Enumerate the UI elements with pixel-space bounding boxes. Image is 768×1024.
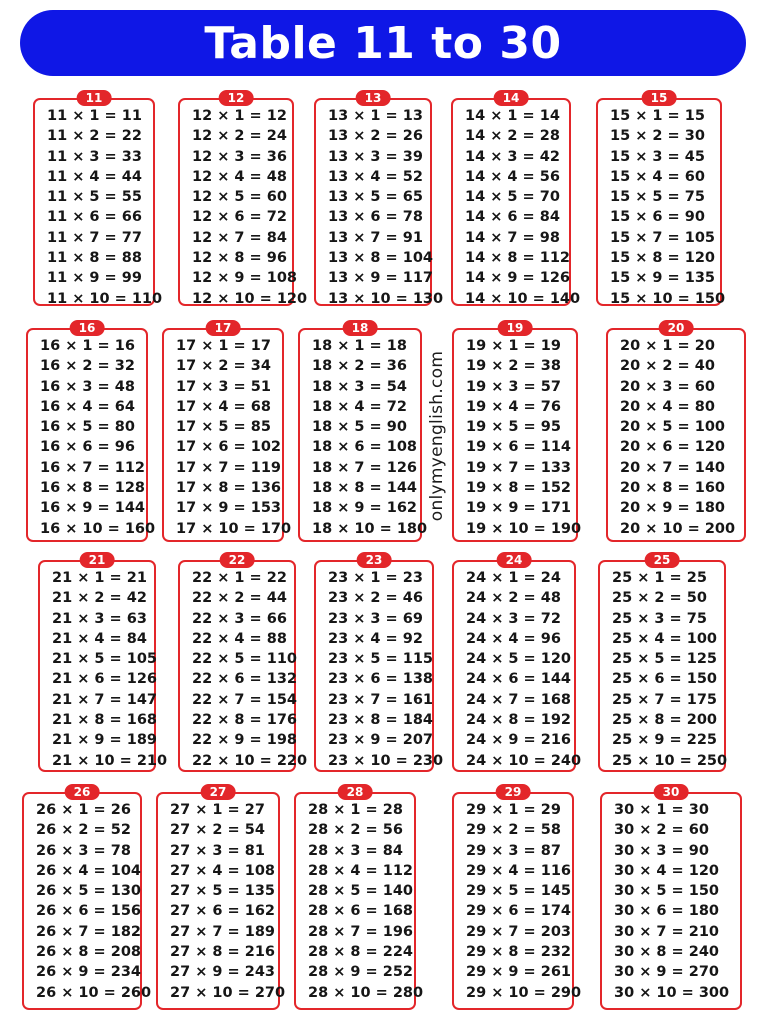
table-line: 14 × 4 = 56	[465, 168, 560, 185]
table-line: 24 × 10 = 240	[466, 752, 582, 769]
table-line: 22 × 8 = 176	[192, 712, 298, 729]
table-lines	[466, 568, 582, 771]
table-line: 22 × 5 = 110	[192, 651, 298, 668]
table-badge: 25	[645, 552, 680, 568]
table-line: 26 × 9 = 234	[36, 964, 142, 981]
table-badge: 29	[496, 784, 531, 800]
table-line: 25 × 2 = 50	[612, 590, 707, 607]
table-line: 20 × 7 = 140	[620, 459, 726, 476]
table-line: 18 × 10 = 180	[312, 520, 428, 537]
table-line: 29 × 1 = 29	[466, 802, 561, 818]
table-line: 27 × 2 = 54	[170, 822, 265, 839]
table-card-19	[452, 321, 582, 542]
table-line: 22 × 7 = 154	[192, 691, 298, 708]
table-line: 28 × 2 = 56	[308, 822, 403, 839]
table-line: 24 × 9 = 216	[466, 732, 572, 749]
title-banner	[20, 10, 746, 76]
table-line: 11 × 5 = 55	[47, 189, 142, 206]
table-line: 17 × 8 = 136	[176, 480, 282, 497]
table-badge: 11	[77, 90, 112, 106]
table-card-24	[452, 553, 582, 772]
table-line: 29 × 5 = 145	[466, 883, 572, 900]
table-line: 20 × 5 = 100	[620, 419, 726, 436]
table-card-23	[314, 553, 444, 772]
table-badge: 26	[65, 784, 100, 800]
table-line: 13 × 8 = 104	[328, 250, 434, 267]
table-lines	[192, 106, 308, 309]
table-line: 26 × 1 = 26	[36, 802, 131, 818]
table-line: 15 × 9 = 135	[610, 270, 716, 287]
table-lines	[610, 106, 726, 309]
table-line: 12 × 7 = 84	[192, 229, 287, 246]
table-line: 13 × 2 = 26	[328, 128, 423, 145]
table-line: 26 × 3 = 78	[36, 842, 131, 859]
table-line: 19 × 5 = 95	[466, 419, 561, 436]
table-card-26	[22, 785, 152, 1010]
table-line: 23 × 1 = 23	[328, 570, 423, 586]
table-line: 25 × 9 = 225	[612, 732, 718, 749]
table-line: 11 × 2 = 22	[47, 128, 142, 145]
table-line: 26 × 7 = 182	[36, 923, 142, 940]
table-line: 23 × 7 = 161	[328, 691, 434, 708]
table-line: 19 × 3 = 57	[466, 378, 561, 395]
table-line: 19 × 10 = 190	[466, 520, 582, 537]
table-line: 13 × 1 = 13	[328, 108, 423, 124]
table-line: 15 × 3 = 45	[610, 148, 705, 165]
table-line: 25 × 6 = 150	[612, 671, 718, 688]
table-line: 25 × 1 = 25	[612, 570, 707, 586]
table-line: 14 × 1 = 14	[465, 108, 560, 124]
table-line: 22 × 3 = 66	[192, 610, 287, 627]
table-lines	[52, 568, 168, 771]
table-line: 14 × 7 = 98	[465, 229, 560, 246]
table-line: 24 × 1 = 24	[466, 570, 561, 586]
table-line: 22 × 4 = 88	[192, 630, 287, 647]
table-card-13	[314, 91, 444, 307]
table-line: 29 × 7 = 203	[466, 923, 572, 940]
table-line: 18 × 9 = 162	[312, 500, 418, 517]
table-line: 21 × 2 = 42	[52, 590, 147, 607]
table-line: 12 × 5 = 60	[192, 189, 287, 206]
table-line: 24 × 7 = 168	[466, 691, 572, 708]
table-lines	[614, 800, 734, 1003]
table-line: 29 × 8 = 232	[466, 944, 572, 961]
table-line: 16 × 8 = 128	[40, 480, 146, 497]
table-line: 22 × 2 = 44	[192, 590, 287, 607]
table-line: 24 × 8 = 192	[466, 712, 572, 729]
table-line: 22 × 10 = 220	[192, 752, 308, 769]
table-line: 15 × 10 = 150	[610, 290, 726, 307]
table-line: 18 × 7 = 126	[312, 459, 418, 476]
table-line: 23 × 8 = 184	[328, 712, 434, 729]
table-lines	[192, 568, 308, 771]
table-lines	[47, 106, 163, 309]
table-lines	[328, 568, 444, 771]
table-lines	[465, 106, 581, 309]
table-lines	[466, 800, 582, 1003]
table-line: 28 × 8 = 224	[308, 944, 414, 961]
table-line: 26 × 5 = 130	[36, 883, 142, 900]
table-line: 29 × 9 = 261	[466, 964, 572, 981]
table-line: 16 × 6 = 96	[40, 439, 135, 456]
table-line: 14 × 5 = 70	[465, 189, 560, 206]
table-line: 21 × 3 = 63	[52, 610, 147, 627]
table-line: 11 × 1 = 11	[47, 108, 142, 124]
table-line: 19 × 8 = 152	[466, 480, 572, 497]
table-line: 26 × 10 = 260	[36, 984, 152, 1001]
watermark: onlymyenglish.com	[427, 350, 447, 522]
table-line: 20 × 8 = 160	[620, 480, 726, 497]
table-line: 16 × 10 = 160	[40, 520, 156, 537]
table-line: 12 × 1 = 12	[192, 108, 287, 124]
table-line: 30 × 4 = 120	[614, 862, 720, 879]
table-line: 11 × 6 = 66	[47, 209, 142, 226]
table-line: 13 × 3 = 39	[328, 148, 423, 165]
table-line: 27 × 9 = 243	[170, 964, 276, 981]
table-line: 27 × 10 = 270	[170, 984, 286, 1001]
table-lines	[170, 800, 286, 1003]
table-card-16	[26, 321, 156, 542]
table-line: 22 × 9 = 198	[192, 732, 298, 749]
table-badge: 17	[206, 320, 241, 336]
table-line: 29 × 3 = 87	[466, 842, 561, 859]
table-lines	[176, 336, 292, 539]
table-line: 13 × 6 = 78	[328, 209, 423, 226]
table-line: 16 × 4 = 64	[40, 398, 135, 415]
table-line: 27 × 5 = 135	[170, 883, 276, 900]
table-line: 18 × 1 = 18	[312, 338, 407, 354]
table-line: 14 × 8 = 112	[465, 250, 571, 267]
table-line: 20 × 10 = 200	[620, 520, 736, 537]
table-badge: 24	[497, 552, 532, 568]
table-line: 26 × 8 = 208	[36, 944, 142, 961]
table-badge: 22	[220, 552, 255, 568]
table-line: 28 × 9 = 252	[308, 964, 414, 981]
table-line: 19 × 9 = 171	[466, 500, 572, 517]
table-line: 22 × 1 = 22	[192, 570, 287, 586]
table-lines	[312, 336, 428, 539]
table-line: 17 × 7 = 119	[176, 459, 282, 476]
table-line: 27 × 4 = 108	[170, 862, 276, 879]
table-line: 12 × 3 = 36	[192, 148, 287, 165]
table-line: 30 × 1 = 30	[614, 802, 709, 818]
table-line: 16 × 9 = 144	[40, 500, 146, 517]
table-card-12	[178, 91, 308, 307]
table-line: 15 × 8 = 120	[610, 250, 716, 267]
table-line: 12 × 6 = 72	[192, 209, 287, 226]
table-line: 28 × 5 = 140	[308, 883, 414, 900]
table-line: 17 × 3 = 51	[176, 378, 271, 395]
table-card-20	[606, 321, 746, 542]
table-line: 20 × 3 = 60	[620, 378, 715, 395]
table-line: 30 × 5 = 150	[614, 883, 720, 900]
table-card-21	[38, 553, 168, 772]
table-line: 12 × 4 = 48	[192, 168, 287, 185]
table-line: 29 × 2 = 58	[466, 822, 561, 839]
table-line: 15 × 1 = 15	[610, 108, 705, 124]
table-card-29	[452, 785, 582, 1010]
table-card-30	[600, 785, 742, 1010]
table-badge: 20	[659, 320, 694, 336]
table-line: 28 × 10 = 280	[308, 984, 424, 1001]
table-line: 20 × 1 = 20	[620, 338, 715, 354]
table-line: 30 × 9 = 270	[614, 964, 720, 981]
table-card-18	[298, 321, 428, 542]
table-badge: 28	[338, 784, 373, 800]
table-line: 20 × 6 = 120	[620, 439, 726, 456]
table-line: 12 × 9 = 108	[192, 270, 298, 287]
table-badge: 19	[498, 320, 533, 336]
table-line: 21 × 7 = 147	[52, 691, 158, 708]
table-line: 15 × 6 = 90	[610, 209, 705, 226]
table-line: 21 × 8 = 168	[52, 712, 158, 729]
table-line: 22 × 6 = 132	[192, 671, 298, 688]
table-line: 17 × 1 = 17	[176, 338, 271, 354]
table-line: 12 × 8 = 96	[192, 250, 287, 267]
table-line: 27 × 8 = 216	[170, 944, 276, 961]
table-line: 25 × 3 = 75	[612, 610, 707, 627]
table-line: 24 × 3 = 72	[466, 610, 561, 627]
table-line: 25 × 8 = 200	[612, 712, 718, 729]
table-line: 18 × 8 = 144	[312, 480, 418, 497]
table-line: 18 × 2 = 36	[312, 358, 407, 375]
table-badge: 16	[70, 320, 105, 336]
table-line: 30 × 7 = 210	[614, 923, 720, 940]
table-line: 15 × 2 = 30	[610, 128, 705, 145]
table-line: 27 × 6 = 162	[170, 903, 276, 920]
table-line: 14 × 2 = 28	[465, 128, 560, 145]
table-line: 26 × 2 = 52	[36, 822, 131, 839]
table-line: 23 × 4 = 92	[328, 630, 423, 647]
table-lines	[620, 336, 738, 539]
table-line: 11 × 4 = 44	[47, 168, 142, 185]
table-line: 25 × 5 = 125	[612, 651, 718, 668]
table-line: 21 × 9 = 189	[52, 732, 158, 749]
table-line: 18 × 4 = 72	[312, 398, 407, 415]
table-badge: 12	[219, 90, 254, 106]
table-line: 27 × 3 = 81	[170, 842, 265, 859]
table-line: 21 × 4 = 84	[52, 630, 147, 647]
table-line: 19 × 2 = 38	[466, 358, 561, 375]
table-line: 28 × 4 = 112	[308, 862, 414, 879]
table-line: 17 × 10 = 170	[176, 520, 292, 537]
table-line: 25 × 4 = 100	[612, 630, 718, 647]
table-line: 17 × 9 = 153	[176, 500, 282, 517]
table-line: 23 × 9 = 207	[328, 732, 434, 749]
table-line: 19 × 6 = 114	[466, 439, 572, 456]
table-badge: 13	[356, 90, 391, 106]
table-lines	[328, 106, 444, 309]
table-badge: 18	[343, 320, 378, 336]
table-line: 27 × 1 = 27	[170, 802, 265, 818]
table-line: 21 × 6 = 126	[52, 671, 158, 688]
table-line: 13 × 9 = 117	[328, 270, 434, 287]
table-line: 17 × 4 = 68	[176, 398, 271, 415]
table-line: 25 × 10 = 250	[612, 752, 728, 769]
table-card-11	[33, 91, 163, 307]
table-line: 28 × 3 = 84	[308, 842, 403, 859]
table-line: 28 × 7 = 196	[308, 923, 414, 940]
table-line: 29 × 6 = 174	[466, 903, 572, 920]
table-line: 17 × 5 = 85	[176, 419, 271, 436]
table-line: 15 × 4 = 60	[610, 168, 705, 185]
table-badge: 15	[642, 90, 677, 106]
table-line: 21 × 1 = 21	[52, 570, 147, 586]
table-line: 23 × 5 = 115	[328, 651, 434, 668]
table-line: 16 × 2 = 32	[40, 358, 135, 375]
table-line: 26 × 4 = 104	[36, 862, 142, 879]
table-line: 11 × 3 = 33	[47, 148, 142, 165]
table-line: 20 × 2 = 40	[620, 358, 715, 375]
table-line: 12 × 2 = 24	[192, 128, 287, 145]
table-line: 15 × 7 = 105	[610, 229, 716, 246]
table-line: 25 × 7 = 175	[612, 691, 718, 708]
table-line: 30 × 2 = 60	[614, 822, 709, 839]
table-line: 24 × 5 = 120	[466, 651, 572, 668]
table-line: 23 × 10 = 230	[328, 752, 444, 769]
table-lines	[466, 336, 582, 539]
table-line: 14 × 6 = 84	[465, 209, 560, 226]
table-line: 13 × 5 = 65	[328, 189, 423, 206]
table-line: 29 × 10 = 290	[466, 984, 582, 1001]
table-line: 21 × 10 = 210	[52, 752, 168, 769]
table-line: 19 × 7 = 133	[466, 459, 572, 476]
table-line: 24 × 6 = 144	[466, 671, 572, 688]
table-line: 18 × 6 = 108	[312, 439, 418, 456]
table-line: 16 × 1 = 16	[40, 338, 135, 354]
table-badge: 14	[494, 90, 529, 106]
table-line: 16 × 3 = 48	[40, 378, 135, 395]
table-line: 23 × 3 = 69	[328, 610, 423, 627]
table-line: 19 × 4 = 76	[466, 398, 561, 415]
table-line: 11 × 10 = 110	[47, 290, 163, 307]
table-line: 17 × 6 = 102	[176, 439, 282, 456]
table-line: 24 × 2 = 48	[466, 590, 561, 607]
table-line: 23 × 2 = 46	[328, 590, 423, 607]
table-line: 11 × 9 = 99	[47, 270, 142, 287]
table-line: 16 × 5 = 80	[40, 419, 135, 436]
table-line: 13 × 10 = 130	[328, 290, 444, 307]
table-badge: 27	[201, 784, 236, 800]
table-line: 28 × 1 = 28	[308, 802, 403, 818]
table-line: 16 × 7 = 112	[40, 459, 146, 476]
table-line: 15 × 5 = 75	[610, 189, 705, 206]
table-line: 23 × 6 = 138	[328, 671, 434, 688]
table-card-28	[294, 785, 424, 1010]
table-line: 24 × 4 = 96	[466, 630, 561, 647]
table-line: 11 × 7 = 77	[47, 229, 142, 246]
table-line: 20 × 9 = 180	[620, 500, 726, 517]
page-title: Table 11 to 30	[204, 17, 562, 69]
table-line: 14 × 10 = 140	[465, 290, 581, 307]
table-card-27	[156, 785, 286, 1010]
table-badge: 21	[80, 552, 115, 568]
table-line: 14 × 3 = 42	[465, 148, 560, 165]
table-line: 26 × 6 = 156	[36, 903, 142, 920]
table-line: 30 × 3 = 90	[614, 842, 709, 859]
table-line: 20 × 4 = 80	[620, 398, 715, 415]
table-line: 29 × 4 = 116	[466, 862, 572, 879]
table-lines	[36, 800, 152, 1003]
table-line: 17 × 2 = 34	[176, 358, 271, 375]
table-card-15	[596, 91, 726, 307]
table-line: 30 × 8 = 240	[614, 944, 720, 961]
table-badge: 23	[357, 552, 392, 568]
table-lines	[308, 800, 424, 1003]
table-lines	[612, 568, 728, 771]
table-line: 13 × 4 = 52	[328, 168, 423, 185]
table-line: 19 × 1 = 19	[466, 338, 561, 354]
table-line: 27 × 7 = 189	[170, 923, 276, 940]
table-card-14	[451, 91, 581, 307]
table-line: 12 × 10 = 120	[192, 290, 308, 307]
table-line: 28 × 6 = 168	[308, 903, 414, 920]
table-line: 21 × 5 = 105	[52, 651, 158, 668]
table-line: 11 × 8 = 88	[47, 250, 142, 267]
table-card-22	[178, 553, 308, 772]
table-line: 18 × 3 = 54	[312, 378, 407, 395]
table-line: 14 × 9 = 126	[465, 270, 571, 287]
table-card-25	[598, 553, 728, 772]
table-lines	[40, 336, 156, 539]
table-line: 30 × 6 = 180	[614, 903, 720, 920]
table-line: 30 × 10 = 300	[614, 984, 730, 1001]
table-card-17	[162, 321, 292, 542]
table-badge: 30	[654, 784, 689, 800]
table-line: 18 × 5 = 90	[312, 419, 407, 436]
table-line: 13 × 7 = 91	[328, 229, 423, 246]
